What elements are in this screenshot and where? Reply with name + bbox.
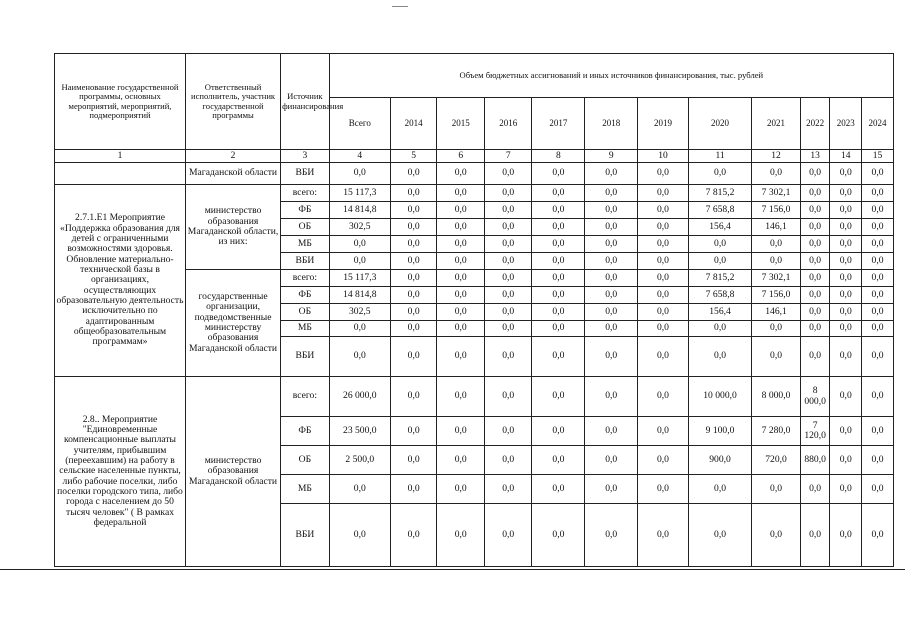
executor-cell: министерство образования Магаданской области: [186, 377, 281, 567]
year-value-cell: 0,0: [532, 504, 585, 567]
header-year: 2018: [585, 98, 638, 150]
year-value-cell: 0,0: [688, 337, 751, 377]
year-value-cell: 0,0: [437, 287, 485, 304]
year-value-cell: 0,0: [390, 504, 436, 567]
year-value-cell: 0,0: [390, 287, 436, 304]
total-cell: 0,0: [329, 163, 390, 185]
year-value-cell: 0,0: [638, 446, 689, 475]
source-cell: всего:: [281, 270, 330, 287]
source-cell: всего:: [281, 185, 330, 202]
year-value-cell: 0,0: [585, 504, 638, 567]
year-value-cell: 0,0: [862, 377, 894, 417]
header-year: 2019: [638, 98, 689, 150]
year-value-cell: 0,0: [638, 270, 689, 287]
year-value-cell: 0,0: [390, 446, 436, 475]
header-source: Источник финансирования: [281, 54, 330, 150]
year-value-cell: 0,0: [862, 446, 894, 475]
year-value-cell: 0,0: [688, 253, 751, 270]
year-value-cell: 0,0: [532, 475, 585, 504]
year-value-cell: 0,0: [800, 504, 830, 567]
year-value-cell: 0,0: [437, 236, 485, 253]
total-cell: 302,5: [329, 219, 390, 236]
source-cell: ОБ: [281, 446, 330, 475]
year-value-cell: 0,0: [830, 475, 862, 504]
year-value-cell: 0,0: [830, 253, 862, 270]
year-value-cell: 0,0: [800, 185, 830, 202]
year-value-cell: 0,0: [862, 163, 894, 185]
total-cell: 0,0: [329, 236, 390, 253]
year-value-cell: 0,0: [484, 377, 532, 417]
page-bottom-rule: [0, 569, 905, 570]
year-value-cell: 0,0: [800, 337, 830, 377]
column-number: 6: [437, 150, 485, 163]
year-value-cell: 0,0: [390, 321, 436, 337]
year-value-cell: 0,0: [638, 304, 689, 321]
year-value-cell: 8 000,0: [800, 377, 830, 417]
year-value-cell: 0,0: [585, 475, 638, 504]
table-row: [55, 185, 894, 202]
header-year: 2021: [752, 98, 801, 150]
year-value-cell: 7 658,8: [688, 287, 751, 304]
year-value-cell: 0,0: [532, 202, 585, 219]
year-value-cell: 0,0: [390, 417, 436, 446]
year-value-cell: 0,0: [638, 163, 689, 185]
year-value-cell: 0,0: [830, 185, 862, 202]
measure-description: 2.7.1.Е1 Мероприятие «Поддержка образования для детей с ограниченными возможностями здоровья. Обновление материально-технической базы в организациях, осуществляющих образовательную деятельность исключительно по адаптированным общеобразовательным программам»: [55, 185, 186, 377]
year-value-cell: 0,0: [484, 417, 532, 446]
year-value-cell: 0,0: [585, 219, 638, 236]
column-number: 14: [830, 150, 862, 163]
year-value-cell: 7 156,0: [752, 287, 801, 304]
header-year: 2022: [800, 98, 830, 150]
year-value-cell: 0,0: [688, 475, 751, 504]
total-cell: 23 500,0: [329, 417, 390, 446]
total-cell: 0,0: [329, 321, 390, 337]
source-cell: МБ: [281, 321, 330, 337]
year-value-cell: 0,0: [484, 337, 532, 377]
year-value-cell: 0,0: [484, 321, 532, 337]
year-value-cell: 0,0: [688, 321, 751, 337]
year-value-cell: 0,0: [484, 253, 532, 270]
year-value-cell: 0,0: [390, 202, 436, 219]
year-value-cell: 0,0: [800, 253, 830, 270]
source-cell: ВБИ: [281, 337, 330, 377]
total-cell: 0,0: [329, 253, 390, 270]
year-value-cell: 0,0: [638, 202, 689, 219]
year-value-cell: 720,0: [752, 446, 801, 475]
year-value-cell: 0,0: [532, 417, 585, 446]
year-value-cell: 0,0: [585, 304, 638, 321]
year-value-cell: 146,1: [752, 219, 801, 236]
year-value-cell: 0,0: [437, 185, 485, 202]
year-value-cell: 0,0: [688, 504, 751, 567]
column-number: 1: [55, 150, 186, 163]
year-value-cell: 0,0: [390, 163, 436, 185]
year-value-cell: 0,0: [484, 202, 532, 219]
year-value-cell: 7 658,8: [688, 202, 751, 219]
year-value-cell: 0,0: [830, 163, 862, 185]
year-value-cell: 0,0: [830, 417, 862, 446]
year-value-cell: 7 815,2: [688, 270, 751, 287]
source-cell: МБ: [281, 236, 330, 253]
year-value-cell: 7 302,1: [752, 185, 801, 202]
year-value-cell: 0,0: [800, 287, 830, 304]
year-value-cell: 7 815,2: [688, 185, 751, 202]
year-value-cell: 0,0: [585, 337, 638, 377]
year-value-cell: 0,0: [437, 163, 485, 185]
year-value-cell: 0,0: [390, 337, 436, 377]
year-value-cell: 0,0: [862, 321, 894, 337]
year-value-cell: 0,0: [484, 475, 532, 504]
year-value-cell: 0,0: [862, 504, 894, 567]
year-value-cell: 0,0: [437, 504, 485, 567]
executor-cell: министерство образования Магаданской области, из них:: [186, 185, 281, 270]
year-value-cell: 0,0: [390, 185, 436, 202]
column-number: 10: [638, 150, 689, 163]
source-cell: всего:: [281, 377, 330, 417]
table-row: [55, 377, 894, 417]
year-value-cell: 0,0: [532, 337, 585, 377]
year-value-cell: 0,0: [532, 321, 585, 337]
column-number: 11: [688, 150, 751, 163]
year-value-cell: 0,0: [585, 270, 638, 287]
year-value-cell: 0,0: [532, 253, 585, 270]
description-cell: [55, 163, 186, 185]
year-value-cell: 0,0: [390, 219, 436, 236]
year-value-cell: 0,0: [532, 185, 585, 202]
year-value-cell: 880,0: [800, 446, 830, 475]
year-value-cell: 0,0: [437, 337, 485, 377]
year-value-cell: 8 000,0: [752, 377, 801, 417]
total-cell: 15 117,3: [329, 270, 390, 287]
measure-description: 2.8.. Мероприятие "Единовременные компенсационные выплаты учителям, прибывшим (переехавшим) на работу в сельские населенные пункты, либо рабочие поселки, либо поселки городского типа, либо города с населением до 50 тысяч человек" ( В рамках федеральной: [55, 377, 186, 567]
year-value-cell: 0,0: [585, 202, 638, 219]
year-value-cell: 0,0: [532, 163, 585, 185]
year-value-cell: 0,0: [830, 377, 862, 417]
total-cell: 2 500,0: [329, 446, 390, 475]
page-mark: [392, 6, 408, 7]
year-value-cell: 0,0: [437, 321, 485, 337]
header-executor: Ответственный исполнитель, участник государственной программы: [186, 54, 281, 150]
header-year: 2014: [390, 98, 436, 150]
executor-cell: Магаданской области: [186, 163, 281, 185]
source-cell: ОБ: [281, 304, 330, 321]
year-value-cell: 0,0: [862, 475, 894, 504]
year-value-cell: 0,0: [752, 504, 801, 567]
header-year: 2024: [862, 98, 894, 150]
year-value-cell: 0,0: [752, 253, 801, 270]
year-value-cell: 0,0: [638, 287, 689, 304]
year-value-cell: 0,0: [752, 475, 801, 504]
total-cell: 26 000,0: [329, 377, 390, 417]
year-value-cell: 0,0: [830, 337, 862, 377]
column-number: 2: [186, 150, 281, 163]
header-volume: Объем бюджетных ассигнований и иных источников финансирования, тыс. рублей: [329, 54, 893, 98]
column-number: 15: [862, 150, 894, 163]
header-year: 2015: [437, 98, 485, 150]
column-number: 9: [585, 150, 638, 163]
total-cell: 14 814,8: [329, 287, 390, 304]
source-cell: МБ: [281, 475, 330, 504]
year-value-cell: 0,0: [862, 253, 894, 270]
year-value-cell: 0,0: [800, 202, 830, 219]
year-value-cell: 0,0: [390, 304, 436, 321]
year-value-cell: 0,0: [484, 236, 532, 253]
year-value-cell: 0,0: [484, 504, 532, 567]
year-value-cell: 10 000,0: [688, 377, 751, 417]
year-value-cell: 0,0: [585, 185, 638, 202]
year-value-cell: 0,0: [638, 236, 689, 253]
header-year: 2017: [532, 98, 585, 150]
year-value-cell: 0,0: [800, 219, 830, 236]
year-value-cell: 0,0: [830, 304, 862, 321]
year-value-cell: 0,0: [532, 446, 585, 475]
year-value-cell: 0,0: [585, 236, 638, 253]
year-value-cell: 0,0: [484, 185, 532, 202]
year-value-cell: 0,0: [390, 270, 436, 287]
year-value-cell: 900,0: [688, 446, 751, 475]
year-value-cell: 0,0: [437, 475, 485, 504]
column-number: 12: [752, 150, 801, 163]
year-value-cell: 7 280,0: [752, 417, 801, 446]
year-value-cell: 0,0: [830, 321, 862, 337]
year-value-cell: 0,0: [638, 219, 689, 236]
source-cell: ВБИ: [281, 163, 330, 185]
year-value-cell: 0,0: [638, 377, 689, 417]
year-value-cell: 0,0: [437, 219, 485, 236]
total-cell: 0,0: [329, 337, 390, 377]
year-value-cell: 0,0: [437, 446, 485, 475]
year-value-cell: 0,0: [830, 219, 862, 236]
year-value-cell: 0,0: [752, 163, 801, 185]
year-value-cell: 0,0: [638, 504, 689, 567]
column-number: 13: [800, 150, 830, 163]
year-value-cell: 0,0: [585, 163, 638, 185]
year-value-cell: 0,0: [585, 287, 638, 304]
year-value-cell: 0,0: [862, 219, 894, 236]
source-cell: ВБИ: [281, 504, 330, 567]
total-cell: 15 117,3: [329, 185, 390, 202]
year-value-cell: 0,0: [585, 253, 638, 270]
header-year: 2020: [688, 98, 751, 150]
year-value-cell: 0,0: [437, 202, 485, 219]
year-value-cell: 0,0: [390, 253, 436, 270]
year-value-cell: 0,0: [638, 321, 689, 337]
year-value-cell: 0,0: [390, 236, 436, 253]
year-value-cell: 7 120,0: [800, 417, 830, 446]
year-value-cell: 0,0: [862, 287, 894, 304]
year-value-cell: 0,0: [390, 475, 436, 504]
year-value-cell: 0,0: [437, 270, 485, 287]
year-value-cell: 0,0: [862, 304, 894, 321]
year-value-cell: 0,0: [830, 504, 862, 567]
budget-table: [54, 53, 894, 567]
year-value-cell: 0,0: [830, 287, 862, 304]
year-value-cell: 9 100,0: [688, 417, 751, 446]
year-value-cell: 0,0: [437, 417, 485, 446]
year-value-cell: 0,0: [862, 202, 894, 219]
year-value-cell: 0,0: [532, 287, 585, 304]
source-cell: ФБ: [281, 202, 330, 219]
total-cell: 14 814,8: [329, 202, 390, 219]
year-value-cell: 0,0: [638, 337, 689, 377]
year-value-cell: 0,0: [585, 321, 638, 337]
source-cell: ВБИ: [281, 253, 330, 270]
year-value-cell: 0,0: [390, 377, 436, 417]
source-cell: ОБ: [281, 219, 330, 236]
total-cell: 302,5: [329, 304, 390, 321]
source-cell: ФБ: [281, 417, 330, 446]
year-value-cell: 0,0: [437, 253, 485, 270]
year-value-cell: 0,0: [532, 236, 585, 253]
year-value-cell: 0,0: [830, 202, 862, 219]
year-value-cell: 0,0: [752, 321, 801, 337]
year-value-cell: 0,0: [830, 236, 862, 253]
year-value-cell: 156,4: [688, 219, 751, 236]
year-value-cell: 0,0: [532, 219, 585, 236]
year-value-cell: 0,0: [830, 270, 862, 287]
year-value-cell: 0,0: [437, 304, 485, 321]
header-year: 2016: [484, 98, 532, 150]
year-value-cell: 0,0: [800, 270, 830, 287]
year-value-cell: 0,0: [800, 475, 830, 504]
year-value-cell: 0,0: [585, 377, 638, 417]
year-value-cell: 0,0: [862, 185, 894, 202]
year-value-cell: 0,0: [800, 304, 830, 321]
numbering-row: [55, 150, 894, 163]
table-row: [55, 163, 894, 185]
column-number: 8: [532, 150, 585, 163]
year-value-cell: 0,0: [638, 475, 689, 504]
column-number: 3: [281, 150, 330, 163]
year-value-cell: 0,0: [800, 321, 830, 337]
year-value-cell: 0,0: [437, 377, 485, 417]
year-value-cell: 0,0: [752, 236, 801, 253]
year-value-cell: 146,1: [752, 304, 801, 321]
year-value-cell: 0,0: [830, 446, 862, 475]
year-value-cell: 0,0: [484, 446, 532, 475]
header-program-name: Наименование государственной программы, основных мероприятий, мероприятий, подмероприятий: [55, 54, 186, 150]
year-value-cell: 0,0: [862, 417, 894, 446]
year-value-cell: 0,0: [585, 446, 638, 475]
year-value-cell: 156,4: [688, 304, 751, 321]
year-value-cell: 0,0: [484, 219, 532, 236]
year-value-cell: 0,0: [638, 417, 689, 446]
year-value-cell: 0,0: [638, 185, 689, 202]
total-cell: 0,0: [329, 475, 390, 504]
year-value-cell: 0,0: [484, 304, 532, 321]
year-value-cell: 0,0: [862, 236, 894, 253]
year-value-cell: 0,0: [532, 270, 585, 287]
column-number: 7: [484, 150, 532, 163]
year-value-cell: 0,0: [800, 236, 830, 253]
column-number: 5: [390, 150, 436, 163]
year-value-cell: 0,0: [532, 377, 585, 417]
year-value-cell: 0,0: [688, 236, 751, 253]
source-cell: ФБ: [281, 287, 330, 304]
year-value-cell: 0,0: [484, 270, 532, 287]
year-value-cell: 0,0: [862, 270, 894, 287]
year-value-cell: 0,0: [862, 337, 894, 377]
year-value-cell: 7 156,0: [752, 202, 801, 219]
year-value-cell: 0,0: [484, 163, 532, 185]
column-number: 4: [329, 150, 390, 163]
year-value-cell: 0,0: [585, 417, 638, 446]
year-value-cell: 0,0: [484, 287, 532, 304]
executor-cell: государственные организации, подведомственные министерству образования Магаданской области: [186, 270, 281, 377]
year-value-cell: 0,0: [688, 163, 751, 185]
year-value-cell: 0,0: [638, 253, 689, 270]
year-value-cell: 0,0: [532, 304, 585, 321]
header-total: Всего: [329, 98, 390, 150]
year-value-cell: 0,0: [752, 337, 801, 377]
total-cell: 0,0: [329, 504, 390, 567]
year-value-cell: 0,0: [800, 163, 830, 185]
header-year: 2023: [830, 98, 862, 150]
year-value-cell: 7 302,1: [752, 270, 801, 287]
